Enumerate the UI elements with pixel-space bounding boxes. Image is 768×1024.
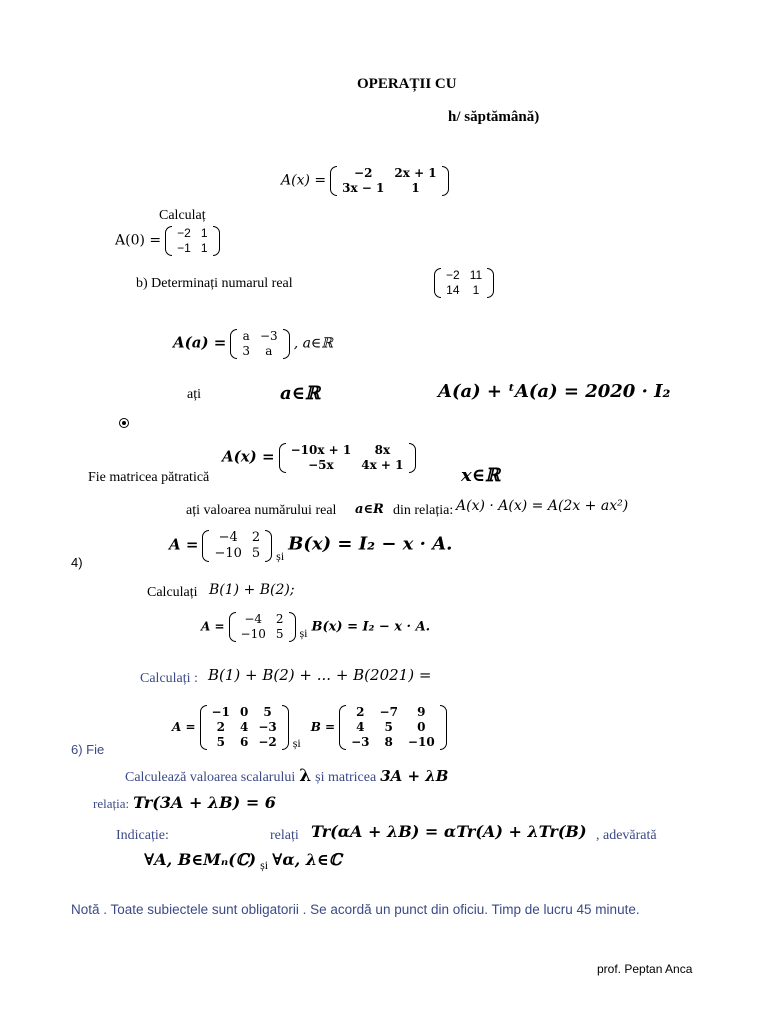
ex6-definition [172, 705, 447, 750]
ex6-quant1: ∀A, B∈Mₙ(ℂ) [144, 850, 257, 869]
ex5-b-def: B(x) = I₂ − x · A. [311, 619, 431, 635]
radio-button-icon[interactable] [119, 418, 129, 428]
ex6-matrix-expr: 3A + λB [380, 767, 449, 785]
ex2-definition [173, 329, 333, 359]
ex6-a-matrix: −1 0 5 2 4 −3 5 6 −2 [200, 705, 289, 750]
ex6-hint-true: , adevărată [596, 828, 657, 843]
ex3-text: ați valoarea numărului real [186, 503, 337, 518]
ex3-def-matrix: −10x + 1 8x −5x 4x + 1 [279, 443, 416, 473]
ex1-a0-matrix: −2 1 −1 1 [165, 226, 219, 256]
ex1-a0 [115, 226, 220, 256]
ex4-number: 4) [71, 555, 83, 570]
ex5-calc-label: Calculați : [140, 671, 198, 686]
ex3-from: din relația: [393, 503, 454, 518]
ex6-relation: Tr(3A + λB) = 6 [133, 793, 276, 812]
ex6-quant-si: și [260, 858, 269, 872]
ex6-hint-formula: Tr(αA + λB) = αTr(A) + λTr(B) [311, 822, 587, 841]
ex6-hint-rel: relați [270, 828, 299, 843]
ex2-equation: A(a) + ᵗA(a) = 2020 · I₂ [438, 381, 671, 402]
ex2-def-rhs: , a∈ℝ [293, 335, 333, 352]
ex6-relation-label: relația: [93, 796, 130, 811]
ex1-a0-lhs: A(0) = [115, 232, 162, 249]
ex2-ati: ați [187, 387, 201, 402]
ex6-lambda: λ [299, 766, 312, 786]
ex3-x-in-r: x∈ℝ [461, 465, 501, 486]
ex1-b-label: b) Determinați numarul real [136, 276, 293, 291]
ex4-si: și [276, 548, 285, 563]
ex6-number: 6) Fie [71, 742, 105, 757]
ex1-def-matrix: −2 2x + 1 3x − 1 1 [330, 166, 449, 196]
ex2-a-in-r: a∈ℝ [280, 383, 320, 404]
ex4-a-lhs: A = [169, 535, 199, 554]
ex4-definition [169, 530, 452, 562]
ex6-and-matrix: și matricea [315, 770, 377, 785]
ex1-def-lhs: A(x) = [281, 172, 327, 189]
author: prof. Peptan Anca [597, 962, 693, 976]
ex1-b-matrix-wrap [434, 268, 494, 298]
ex5-calc-expr: B(1) + B(2) + ... + B(2021) = [208, 666, 432, 684]
ex1-definition [281, 166, 449, 196]
ex5-definition [201, 612, 430, 642]
ex6-quant2: ∀α, λ∈ℂ [272, 850, 342, 869]
ex4-a-matrix: −4 2 −10 5 [202, 530, 272, 562]
ex3-def-lhs: A(x) = [222, 447, 275, 466]
ex5-a-lhs: A = [201, 619, 225, 634]
note: Notă . Toate subiectele sunt obligatorii . Se acordă un punct din oficiu. Timp de lucru 45 minute. [71, 902, 640, 917]
ex6-relation-line [93, 793, 276, 813]
ex6-calc-text: Calculează valoarea scalarului [125, 770, 296, 785]
ex2-def-matrix: a −3 3 a [230, 329, 289, 359]
ex5-si: și [299, 625, 308, 640]
ex6-hint-label: Indicație: [116, 828, 169, 843]
page-subtitle: h/ săptămână) [448, 109, 540, 125]
ex3-a-in-r: a∈R [355, 502, 384, 517]
ex2-def-lhs: A(a) = [173, 333, 227, 352]
ex5-a-matrix: −4 2 −10 5 [229, 612, 296, 642]
page-title: OPERAȚII CU [357, 76, 457, 92]
ex4-calc-label: Calculați [147, 585, 198, 600]
ex6-quantifiers [144, 850, 342, 870]
ex6-a-lhs: A = [172, 720, 196, 735]
ex6-calc-line [125, 766, 448, 786]
ex6-si: și [292, 736, 301, 751]
ex3-definition [222, 443, 416, 473]
ex3-relation: A(x) · A(x) = A(2x + ax²) [456, 498, 629, 514]
ex4-calc-expr: B(1) + B(2); [209, 582, 295, 598]
ex3-intro: Fie matricea pătratică [88, 470, 210, 485]
ex1-b-matrix: −2 11 14 1 [434, 268, 494, 298]
ex4-b-def: B(x) = I₂ − x · A. [288, 533, 453, 555]
ex1-calc-label: Calculaț [159, 208, 206, 223]
ex6-b-lhs: B = [310, 720, 336, 735]
ex6-b-matrix: 2 −7 9 4 5 0 −3 8 −10 [339, 705, 447, 750]
